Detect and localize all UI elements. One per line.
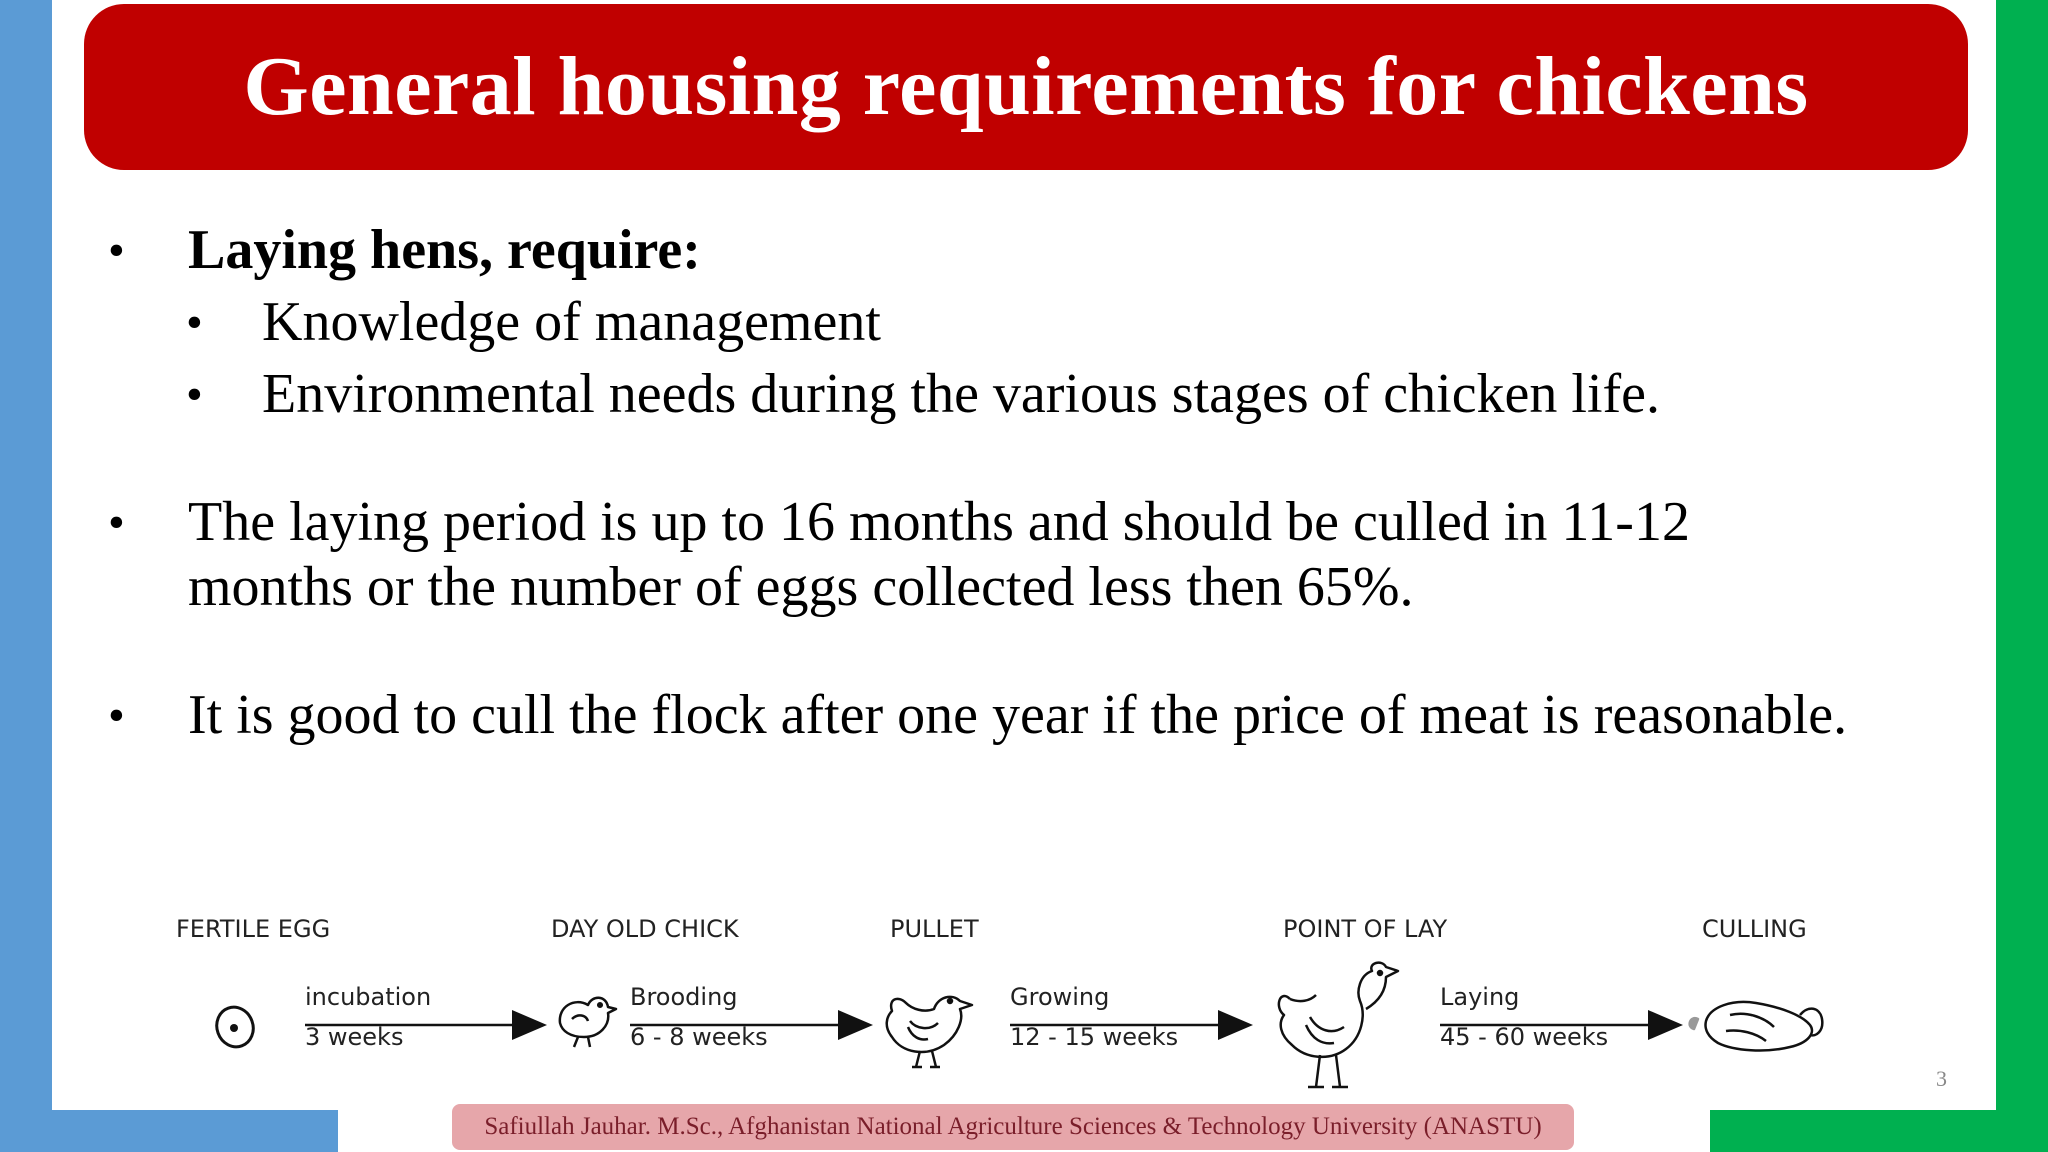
step-duration-growing: 12 - 15 weeks — [1010, 1023, 1179, 1051]
stage-label-pullet: PULLET — [890, 915, 979, 943]
step-duration-incubation: 3 weeks — [305, 1023, 404, 1051]
egg-icon — [211, 1002, 259, 1052]
step-duration-laying: 45 - 60 weeks — [1440, 1023, 1609, 1051]
bullet-dot: • — [108, 689, 125, 742]
sub-bullet-text: Knowledge of management — [262, 291, 881, 353]
step-name-brooding: Brooding — [630, 983, 738, 1011]
footer-banner — [452, 1104, 1574, 1150]
sub-bullet-text: Environmental needs during the various stages of chicken life. — [262, 363, 1661, 425]
pullet-icon — [887, 997, 972, 1067]
stage-label-culling: CULLING — [1702, 915, 1807, 943]
step-name-growing: Growing — [1010, 983, 1110, 1011]
chick-icon — [560, 998, 616, 1047]
bullet-dot: • — [108, 224, 125, 277]
hen-icon — [1279, 963, 1398, 1087]
stage-label-point-of-lay: POINT OF LAY — [1283, 915, 1448, 943]
stage-label-fertile-egg: FERTILE EGG — [176, 915, 331, 943]
plucked-chicken-icon — [1690, 1002, 1823, 1051]
bullet-text: The laying period is up to 16 months and should be culled in 11-12 months or the number of eggs collected less then 65%. — [188, 491, 1690, 618]
stage-label-day-old-chick: DAY OLD CHICK — [551, 915, 739, 943]
lifecycle-diagram — [160, 915, 1860, 1095]
bullet-dot: • — [186, 296, 203, 349]
step-name-incubation: incubation — [305, 983, 432, 1011]
bullet-dot: • — [108, 496, 125, 549]
lifecycle-graphics — [160, 915, 1860, 1095]
footer-credit: Safiullah Jauhar. M.Sc., Afghanistan National Agriculture Sciences & Technology University (ANASTU) — [484, 1113, 1542, 1140]
page-number: 3 — [1936, 1066, 1947, 1091]
bullet-text: Laying hens, require: — [188, 219, 701, 281]
step-duration-brooding: 6 - 8 weeks — [630, 1023, 768, 1051]
slide-title: General housing requirements for chickens — [243, 40, 1809, 133]
bullet-text: It is good to cull the flock after one year if the price of meat is reasonable. — [188, 684, 1848, 746]
step-name-laying: Laying — [1440, 983, 1520, 1011]
bullet-dot: • — [186, 368, 203, 421]
